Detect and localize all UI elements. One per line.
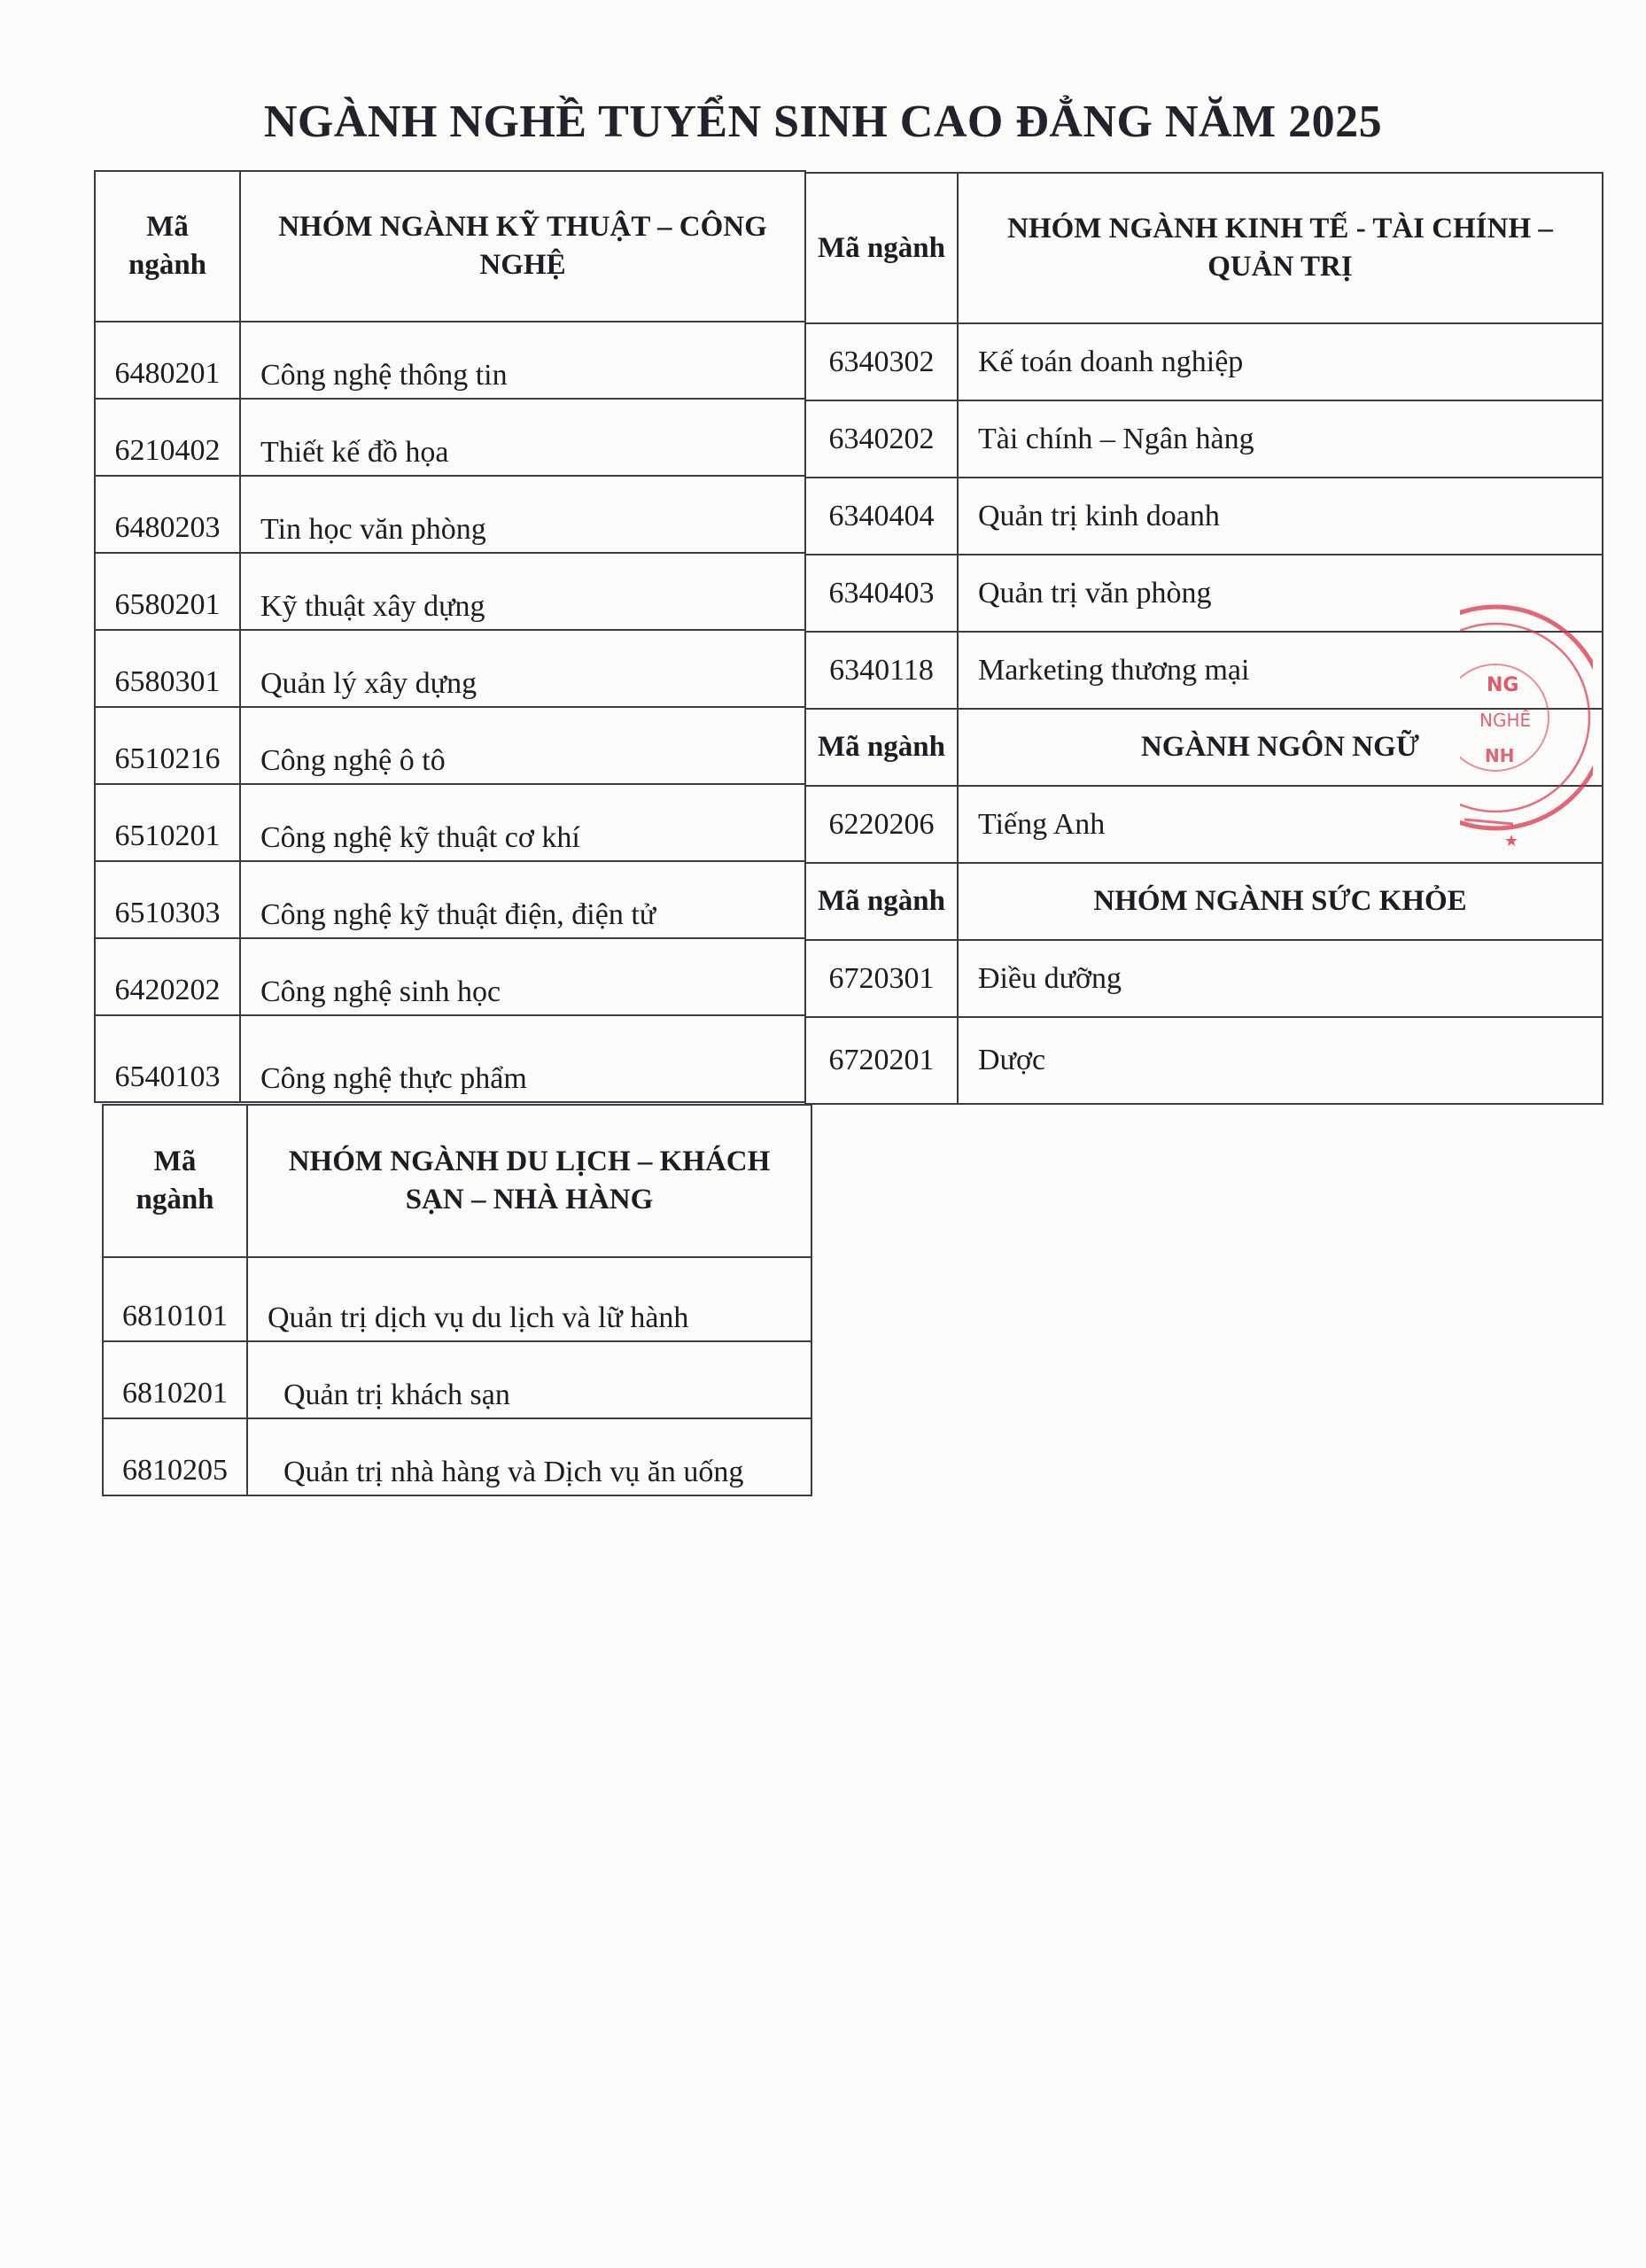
major-name: Công nghệ kỹ thuật cơ khí — [240, 784, 805, 861]
major-code: 6210402 — [95, 399, 240, 476]
table-row — [805, 940, 1603, 1017]
code-column-header: Mã ngành — [805, 863, 958, 940]
major-code: 6810201 — [103, 1341, 247, 1418]
major-name: Tài chính – Ngân hàng — [958, 400, 1603, 478]
major-code: 6420202 — [95, 938, 240, 1015]
group-header-tech: NHÓM NGÀNH KỸ THUẬT – CÔNG NGHỆ — [240, 171, 805, 322]
table-row — [95, 322, 805, 399]
major-name: Marketing thương mại — [958, 632, 1603, 709]
major-code: 6340403 — [805, 555, 958, 632]
major-code: 6810205 — [103, 1418, 247, 1495]
major-name: Quản trị kinh doanh — [958, 478, 1603, 555]
table-row — [805, 478, 1603, 555]
major-name: Thiết kế đồ họa — [240, 399, 805, 476]
table-row — [95, 630, 805, 707]
major-name: Công nghệ thông tin — [240, 322, 805, 399]
major-code: 6540103 — [95, 1015, 240, 1102]
major-name: Quản trị khách sạn — [247, 1341, 811, 1418]
major-code: 6720201 — [805, 1017, 958, 1104]
table-row — [95, 938, 805, 1015]
major-code: 6810101 — [103, 1257, 247, 1341]
major-name: Kế toán doanh nghiệp — [958, 323, 1603, 400]
major-name: Quản lý xây dựng — [240, 630, 805, 707]
major-name: Dược — [958, 1017, 1603, 1104]
tourism-group-table — [102, 1104, 812, 1496]
group-header-econ: NHÓM NGÀNH KINH TẾ - TÀI CHÍNH – QUẢN TRỊ — [958, 173, 1603, 323]
svg-text:NG: NG — [1487, 674, 1519, 696]
table-row — [95, 476, 805, 553]
major-code: 6580301 — [95, 630, 240, 707]
major-code: 6340404 — [805, 478, 958, 555]
code-column-header: Mã ngành — [95, 171, 240, 322]
svg-text:★: ★ — [1504, 832, 1519, 850]
code-column-header: Mã ngành — [103, 1105, 247, 1257]
major-name: Công nghệ thực phẩm — [240, 1015, 805, 1102]
major-name: Tiếng Anh — [958, 786, 1603, 863]
official-stamp — [1460, 585, 1593, 850]
major-name: Quản trị nhà hàng và Dịch vụ ăn uống — [247, 1418, 811, 1495]
table-row — [805, 1017, 1603, 1104]
tech-group-table — [94, 170, 806, 1103]
table-row — [95, 707, 805, 784]
major-name: Công nghệ kỹ thuật điện, điện tử — [240, 861, 805, 938]
major-code: 6480203 — [95, 476, 240, 553]
table-row — [95, 553, 805, 630]
major-name: Tin học văn phòng — [240, 476, 805, 553]
table-row — [103, 1418, 811, 1495]
major-name: Điều dưỡng — [958, 940, 1603, 1017]
major-name: Quản trị văn phòng — [958, 555, 1603, 632]
major-code: 6480201 — [95, 322, 240, 399]
major-code: 6580201 — [95, 553, 240, 630]
major-name: Công nghệ sinh học — [240, 938, 805, 1015]
table-row — [805, 400, 1603, 478]
major-name: Kỹ thuật xây dựng — [240, 553, 805, 630]
major-code: 6340118 — [805, 632, 958, 709]
major-name: Công nghệ ô tô — [240, 707, 805, 784]
major-code: 6510303 — [95, 861, 240, 938]
table-row — [805, 323, 1603, 400]
svg-text:NGHỀ: NGHỀ — [1479, 710, 1532, 731]
major-code: 6510216 — [95, 707, 240, 784]
major-code: 6720301 — [805, 940, 958, 1017]
group-header-tour: NHÓM NGÀNH DU LỊCH – KHÁCH SẠN – NHÀ HÀNG — [247, 1105, 811, 1257]
major-code: 6340302 — [805, 323, 958, 400]
major-code: 6340202 — [805, 400, 958, 478]
group-header-health: NHÓM NGÀNH SỨC KHỎE — [958, 863, 1603, 940]
table-row — [103, 1257, 811, 1341]
table-row — [95, 399, 805, 476]
table-row — [103, 1341, 811, 1418]
table-row — [95, 784, 805, 861]
page-title: NGÀNH NGHỀ TUYỂN SINH CAO ĐẲNG NĂM 2025 — [263, 97, 1383, 147]
table-row — [95, 861, 805, 938]
stamp-seal-icon — [1460, 585, 1593, 850]
major-name: Quản trị dịch vụ du lịch và lữ hành — [247, 1257, 811, 1341]
major-code: 6220206 — [805, 786, 958, 863]
svg-text:NH: NH — [1485, 745, 1515, 766]
code-column-header: Mã ngành — [805, 709, 958, 786]
group-header-lang: NGÀNH NGÔN NGỮ — [958, 709, 1603, 786]
table-row — [95, 1015, 805, 1102]
major-code: 6510201 — [95, 784, 240, 861]
code-column-header: Mã ngành — [805, 173, 958, 323]
